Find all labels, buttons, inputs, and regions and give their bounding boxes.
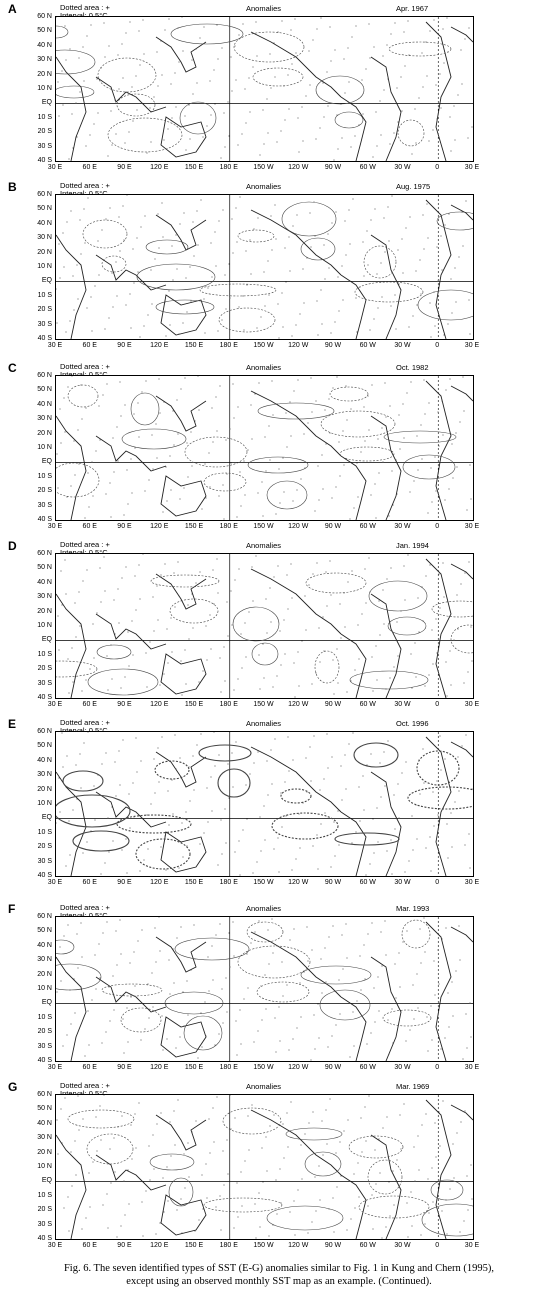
latitude-label: 10 S xyxy=(37,113,52,121)
latitude-label: 10 S xyxy=(37,1013,52,1021)
latitude-label: 40 S xyxy=(37,872,52,879)
panel-date: Mar. 1969 xyxy=(396,1082,430,1091)
latitude-label: 10 S xyxy=(37,472,52,480)
panel-letter: F xyxy=(8,902,16,916)
longitude-label: 60 W xyxy=(359,1064,376,1071)
longitude-label: 150 W xyxy=(253,879,274,886)
longitude-label: 0 xyxy=(435,701,440,708)
panel-letter: G xyxy=(8,1080,18,1094)
longitude-label: 30 W xyxy=(394,342,411,349)
latitude-label: 40 S xyxy=(37,1235,52,1242)
panel-title: Anomalies xyxy=(246,904,282,913)
latitude-label: 60 N xyxy=(37,1091,52,1098)
panel-date: Jan. 1994 xyxy=(396,541,429,550)
latitude-label: EQ xyxy=(41,1177,52,1185)
longitude-label: 30 E xyxy=(464,523,480,530)
longitude-label: 30 E xyxy=(464,1242,480,1249)
latitude-label: 30 N xyxy=(37,593,52,601)
longitude-label: 180 E xyxy=(219,701,238,708)
latitude-label: 60 N xyxy=(37,550,52,557)
longitude-label: 30 E xyxy=(464,164,480,171)
panel-title: Anomalies xyxy=(246,4,282,13)
latitude-label: 60 N xyxy=(37,372,52,379)
panel-title: Anomalies xyxy=(246,719,282,728)
latitude-label: 10 N xyxy=(37,263,52,270)
latitude-label: 30 S xyxy=(37,320,52,328)
sst-anomaly-map xyxy=(55,916,474,1062)
panel-date: Oct. 1996 xyxy=(396,719,429,728)
latitude-label: 30 S xyxy=(37,142,52,150)
longitude-label: 150 W xyxy=(253,164,274,171)
sst-anomaly-map xyxy=(55,375,474,521)
longitude-label: 150 E xyxy=(184,1064,204,1071)
latitude-label: 30 N xyxy=(37,234,52,242)
latitude-label: 10 S xyxy=(37,291,52,299)
longitude-label: 90 E xyxy=(117,1242,132,1249)
longitude-label: 150 W xyxy=(253,342,274,349)
latitude-label: 20 S xyxy=(37,1028,52,1036)
latitude-label: 20 S xyxy=(37,843,52,851)
latitude-label: 50 N xyxy=(37,564,52,572)
latitude-label: 10 N xyxy=(37,985,52,992)
latitude-label: 30 N xyxy=(37,956,52,964)
map-panel-c xyxy=(0,361,558,537)
latitude-label: 40 N xyxy=(37,400,52,408)
latitude-label: 50 N xyxy=(37,205,52,213)
panel-title: Anomalies xyxy=(246,363,282,372)
latitude-label: 40 N xyxy=(37,1119,52,1127)
longitude-label: 30 W xyxy=(394,701,411,708)
panel-title: Anomalies xyxy=(246,1082,282,1091)
panel-date: Apr. 1967 xyxy=(396,4,429,13)
latitude-label: 40 S xyxy=(37,694,52,701)
latitude-label: 20 N xyxy=(37,70,52,78)
panel-date: Mar. 1993 xyxy=(396,904,430,913)
latitude-label: EQ xyxy=(41,636,52,644)
latitude-label: 40 S xyxy=(37,157,52,164)
figure-caption xyxy=(8,1262,550,1288)
longitude-label: 30 W xyxy=(394,523,411,530)
latitude-label: 20 N xyxy=(37,429,52,437)
latitude-label: 20 N xyxy=(37,607,52,615)
longitude-label: 60 E xyxy=(82,1242,97,1249)
dotted-area-note: Dotted area : + xyxy=(60,362,110,371)
longitude-label: 120 E xyxy=(150,164,169,171)
latitude-label: 40 S xyxy=(37,335,52,342)
latitude-label: 40 S xyxy=(37,516,52,523)
caption-line-1: Fig. 6. The seven identified types of SST (E-G) anomalies similar to Fig. 1 in Kung and Chern (1995), xyxy=(63,1263,495,1274)
longitude-label: 180 E xyxy=(219,1242,238,1249)
longitude-label: 90 W xyxy=(324,701,342,708)
longitude-label: 120 W xyxy=(288,342,309,349)
longitude-label: 90 W xyxy=(324,1242,342,1249)
latitude-label: 60 N xyxy=(37,191,52,198)
latitude-label: 20 S xyxy=(37,487,52,495)
longitude-label: 180 E xyxy=(219,164,238,171)
sst-anomaly-map xyxy=(55,553,474,699)
longitude-label: 150 E xyxy=(184,879,204,886)
latitude-label: 50 N xyxy=(37,386,52,394)
longitude-label: 60 E xyxy=(82,164,97,171)
longitude-label: 30 E xyxy=(47,164,63,171)
map-panel-a xyxy=(0,2,558,178)
longitude-label: 120 E xyxy=(150,1242,169,1249)
caption-line-2: except using an observed monthly SST map as an example. (Continued). xyxy=(126,1276,432,1287)
panel-letter: B xyxy=(8,180,17,194)
longitude-label: 0 xyxy=(435,164,440,171)
longitude-label: 90 W xyxy=(324,164,342,171)
longitude-label: 90 W xyxy=(324,342,342,349)
longitude-label: 150 E xyxy=(184,342,204,349)
sst-anomaly-map xyxy=(55,16,474,162)
latitude-label: 20 S xyxy=(37,128,52,136)
longitude-label: 30 W xyxy=(394,879,411,886)
latitude-label: 20 N xyxy=(37,1148,52,1156)
longitude-label: 90 E xyxy=(117,342,132,349)
latitude-label: 10 N xyxy=(37,1163,52,1170)
longitude-label: 30 W xyxy=(394,164,411,171)
latitude-label: 40 N xyxy=(37,941,52,949)
latitude-label: EQ xyxy=(41,999,52,1007)
longitude-label: 150 W xyxy=(253,1242,274,1249)
latitude-label: 30 S xyxy=(37,679,52,687)
longitude-label: 120 W xyxy=(288,879,309,886)
sst-anomaly-map xyxy=(55,194,474,340)
dotted-area-note: Dotted area : + xyxy=(60,718,110,727)
longitude-label: 30 E xyxy=(47,879,63,886)
longitude-label: 30 E xyxy=(47,1064,63,1071)
longitude-label: 90 E xyxy=(117,701,132,708)
latitude-label: EQ xyxy=(41,99,52,107)
latitude-label: 10 N xyxy=(37,444,52,451)
latitude-label: 20 S xyxy=(37,665,52,673)
longitude-label: 0 xyxy=(435,1242,440,1249)
latitude-label: 60 N xyxy=(37,728,52,735)
longitude-label: 30 E xyxy=(47,1242,63,1249)
longitude-label: 90 W xyxy=(324,1064,342,1071)
longitude-label: 30 W xyxy=(394,1064,411,1071)
latitude-label: 20 N xyxy=(37,248,52,256)
longitude-label: 60 W xyxy=(359,701,376,708)
latitude-label: 50 N xyxy=(37,27,52,35)
latitude-label: 30 N xyxy=(37,771,52,779)
latitude-label: 60 N xyxy=(37,13,52,20)
latitude-label: EQ xyxy=(41,814,52,822)
sst-anomaly-map xyxy=(55,1094,474,1240)
dotted-area-note: Dotted area : + xyxy=(60,1081,110,1090)
latitude-label: 30 S xyxy=(37,1220,52,1228)
longitude-label: 180 E xyxy=(219,1064,238,1071)
latitude-label: 40 N xyxy=(37,41,52,49)
longitude-label: 90 E xyxy=(117,164,132,171)
longitude-label: 150 W xyxy=(253,1064,274,1071)
map-panel-b xyxy=(0,180,558,356)
latitude-label: EQ xyxy=(41,277,52,285)
latitude-label: 30 S xyxy=(37,857,52,865)
panel-letter: E xyxy=(8,717,17,731)
latitude-label: 40 N xyxy=(37,756,52,764)
panel-letter: D xyxy=(8,539,17,553)
latitude-label: 30 N xyxy=(37,415,52,423)
longitude-label: 60 W xyxy=(359,879,376,886)
longitude-label: 120 W xyxy=(288,1242,309,1249)
dotted-area-note: Dotted area : + xyxy=(60,181,110,190)
latitude-label: 40 N xyxy=(37,219,52,227)
longitude-label: 120 W xyxy=(288,701,309,708)
longitude-label: 120 E xyxy=(150,879,169,886)
longitude-label: 180 E xyxy=(219,879,238,886)
latitude-label: 10 N xyxy=(37,800,52,807)
latitude-label: 10 S xyxy=(37,828,52,836)
latitude-label: 10 N xyxy=(37,622,52,629)
longitude-label: 150 E xyxy=(184,1242,204,1249)
longitude-label: 120 E xyxy=(150,1064,169,1071)
longitude-label: 90 E xyxy=(117,879,132,886)
longitude-label: 30 E xyxy=(464,879,480,886)
panel-title: Anomalies xyxy=(246,182,282,191)
longitude-label: 60 W xyxy=(359,164,376,171)
longitude-label: 0 xyxy=(435,1064,440,1071)
longitude-label: 60 W xyxy=(359,1242,376,1249)
longitude-label: 60 E xyxy=(82,523,97,530)
latitude-label: 10 N xyxy=(37,85,52,92)
longitude-label: 90 E xyxy=(117,1064,132,1071)
latitude-label: 50 N xyxy=(37,927,52,935)
dotted-area-note: Dotted area : + xyxy=(60,3,110,12)
panel-date: Oct. 1982 xyxy=(396,363,429,372)
latitude-label: 30 N xyxy=(37,1134,52,1142)
map-panel-f xyxy=(0,902,558,1078)
longitude-label: 120 E xyxy=(150,701,169,708)
latitude-label: 60 N xyxy=(37,913,52,920)
panel-letter: A xyxy=(8,2,17,16)
latitude-label: 50 N xyxy=(37,742,52,750)
longitude-label: 90 E xyxy=(117,523,132,530)
longitude-label: 60 E xyxy=(82,879,97,886)
longitude-label: 120 W xyxy=(288,1064,309,1071)
dotted-area-note: Dotted area : + xyxy=(60,540,110,549)
longitude-label: 30 E xyxy=(47,701,63,708)
latitude-label: 30 N xyxy=(37,56,52,64)
latitude-label: 10 S xyxy=(37,650,52,658)
longitude-label: 30 E xyxy=(47,342,63,349)
longitude-label: 180 E xyxy=(219,342,238,349)
longitude-label: 90 W xyxy=(324,523,342,530)
latitude-label: 50 N xyxy=(37,1105,52,1113)
dotted-area-note: Dotted area : + xyxy=(60,903,110,912)
latitude-label: 30 S xyxy=(37,501,52,509)
longitude-label: 90 W xyxy=(324,879,342,886)
map-panel-g xyxy=(0,1080,558,1256)
longitude-label: 150 W xyxy=(253,701,274,708)
longitude-label: 120 W xyxy=(288,164,309,171)
latitude-label: 30 S xyxy=(37,1042,52,1050)
longitude-label: 150 W xyxy=(253,523,274,530)
latitude-label: 40 N xyxy=(37,578,52,586)
longitude-label: 0 xyxy=(435,523,440,530)
longitude-label: 60 E xyxy=(82,1064,97,1071)
longitude-label: 30 E xyxy=(464,701,480,708)
longitude-label: 120 W xyxy=(288,523,309,530)
map-panel-e xyxy=(0,717,558,893)
sst-anomaly-map xyxy=(55,731,474,877)
longitude-label: 0 xyxy=(435,342,440,349)
map-panel-d xyxy=(0,539,558,715)
latitude-label: 20 S xyxy=(37,1206,52,1214)
longitude-label: 120 E xyxy=(150,342,169,349)
longitude-label: 60 W xyxy=(359,342,376,349)
longitude-label: 30 E xyxy=(464,342,480,349)
longitude-label: 120 E xyxy=(150,523,169,530)
latitude-label: 20 N xyxy=(37,785,52,793)
longitude-label: 60 E xyxy=(82,701,97,708)
panel-date: Aug. 1975 xyxy=(396,182,431,191)
longitude-label: 150 E xyxy=(184,523,204,530)
latitude-label: 20 S xyxy=(37,306,52,314)
longitude-label: 30 W xyxy=(394,1242,411,1249)
longitude-label: 30 E xyxy=(47,523,63,530)
longitude-label: 0 xyxy=(435,879,440,886)
longitude-label: 60 E xyxy=(82,342,97,349)
panel-title: Anomalies xyxy=(246,541,282,550)
longitude-label: 60 W xyxy=(359,523,376,530)
longitude-label: 150 E xyxy=(184,701,204,708)
latitude-label: 20 N xyxy=(37,970,52,978)
longitude-label: 150 E xyxy=(184,164,204,171)
longitude-label: 180 E xyxy=(219,523,238,530)
longitude-label: 30 E xyxy=(464,1064,480,1071)
latitude-label: 40 S xyxy=(37,1057,52,1064)
latitude-label: 10 S xyxy=(37,1191,52,1199)
latitude-label: EQ xyxy=(41,458,52,466)
panel-letter: C xyxy=(8,361,17,375)
